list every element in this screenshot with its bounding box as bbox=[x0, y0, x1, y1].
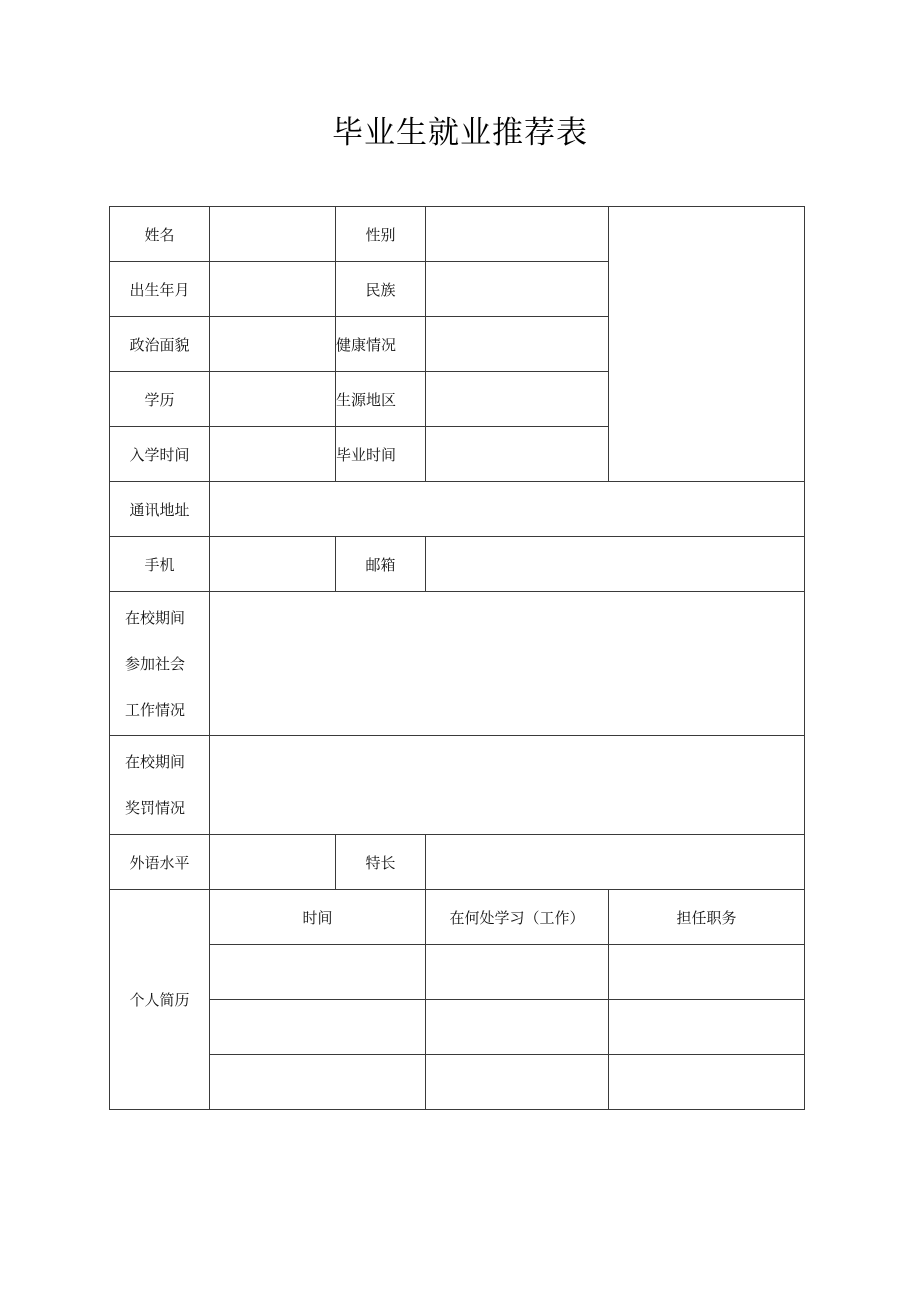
row-address bbox=[110, 482, 805, 537]
health-field[interactable] bbox=[426, 317, 609, 372]
resume-place-field-1[interactable] bbox=[426, 945, 609, 1000]
label-origin: 生源地区 bbox=[336, 372, 426, 427]
language-field[interactable] bbox=[210, 835, 336, 890]
resume-time-field-2[interactable] bbox=[210, 1000, 426, 1055]
label-address: 通讯地址 bbox=[110, 482, 210, 537]
label-rewards-line-2: 奖罚情况 bbox=[125, 799, 186, 817]
name-field[interactable] bbox=[210, 207, 336, 262]
table-row bbox=[110, 1000, 805, 1055]
education-field[interactable] bbox=[210, 372, 336, 427]
photo-area[interactable] bbox=[609, 207, 805, 482]
label-email: 邮箱 bbox=[336, 537, 426, 592]
row-name bbox=[110, 207, 805, 262]
label-name: 姓名 bbox=[110, 207, 210, 262]
phone-field[interactable] bbox=[210, 537, 336, 592]
enroll-time-field[interactable] bbox=[210, 427, 336, 482]
label-gender: 性别 bbox=[336, 207, 426, 262]
resume-header-time: 时间 bbox=[210, 890, 426, 945]
label-political: 政治面貌 bbox=[110, 317, 210, 372]
origin-field[interactable] bbox=[426, 372, 609, 427]
specialty-field[interactable] bbox=[426, 835, 805, 890]
label-education: 学历 bbox=[110, 372, 210, 427]
label-rewards bbox=[110, 736, 210, 835]
label-birth: 出生年月 bbox=[110, 262, 210, 317]
label-social-work-line-2: 参加社会 bbox=[125, 654, 186, 673]
birth-field[interactable] bbox=[210, 262, 336, 317]
label-rewards-line-1: 在校期间 bbox=[125, 753, 186, 771]
grad-time-field[interactable] bbox=[426, 427, 609, 482]
ethnicity-field[interactable] bbox=[426, 262, 609, 317]
label-social-work-line-3: 工作情况 bbox=[125, 700, 186, 719]
label-ethnicity: 民族 bbox=[336, 262, 426, 317]
resume-position-field-1[interactable] bbox=[609, 945, 805, 1000]
row-social-work bbox=[110, 592, 805, 736]
resume-header-place: 在何处学习（工作） bbox=[426, 890, 609, 945]
table-row bbox=[110, 1055, 805, 1110]
page-title: 毕业生就业推荐表 bbox=[332, 115, 588, 151]
social-work-field[interactable] bbox=[210, 592, 805, 736]
resume-position-field-3[interactable] bbox=[609, 1055, 805, 1110]
row-language bbox=[110, 835, 805, 890]
rewards-field[interactable] bbox=[210, 736, 805, 835]
row-contact bbox=[110, 537, 805, 592]
label-phone: 手机 bbox=[110, 537, 210, 592]
label-social-work bbox=[110, 592, 210, 736]
label-specialty: 特长 bbox=[336, 835, 426, 890]
resume-place-field-2[interactable] bbox=[426, 1000, 609, 1055]
label-social-work-line-1: 在校期间 bbox=[125, 608, 186, 627]
recommendation-form-table bbox=[109, 206, 805, 1110]
resume-header-position: 担任职务 bbox=[609, 890, 805, 945]
label-grad-time: 毕业时间 bbox=[336, 427, 426, 482]
resume-time-field-1[interactable] bbox=[210, 945, 426, 1000]
label-language: 外语水平 bbox=[110, 835, 210, 890]
gender-field[interactable] bbox=[426, 207, 609, 262]
political-field[interactable] bbox=[210, 317, 336, 372]
resume-time-field-3[interactable] bbox=[210, 1055, 426, 1110]
resume-place-field-3[interactable] bbox=[426, 1055, 609, 1110]
row-rewards bbox=[110, 736, 805, 835]
label-health: 健康情况 bbox=[336, 317, 426, 372]
email-field[interactable] bbox=[426, 537, 805, 592]
row-resume-header bbox=[110, 890, 805, 945]
table-row bbox=[110, 945, 805, 1000]
address-field[interactable] bbox=[210, 482, 805, 537]
resume-position-field-2[interactable] bbox=[609, 1000, 805, 1055]
label-enroll-time: 入学时间 bbox=[110, 427, 210, 482]
label-resume: 个人简历 bbox=[110, 890, 210, 1110]
